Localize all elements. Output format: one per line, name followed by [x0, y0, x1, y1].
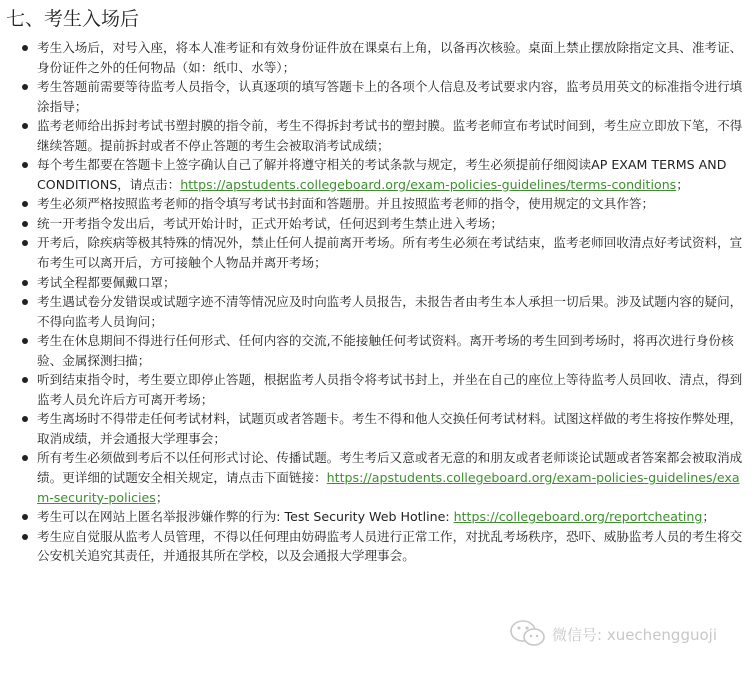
bullet-icon — [22, 84, 28, 90]
bullet-icon — [22, 377, 28, 383]
rule-link[interactable]: https://apstudents.collegeboard.org/exam-policies-guidelines/exam-security-policies — [37, 470, 740, 505]
rules-list — [4, 38, 752, 566]
rule-link[interactable]: https://apstudents.collegeboard.org/exam-policies-guidelines/terms-conditions — [180, 176, 677, 192]
rule-text: 考生离场时不得带走任何考试材料，试题页或者答题卡。考生不得和他人交换任何考试材料。试图这样做的考生将按作弊处理，取消成绩，并会通报大学理事会； — [37, 411, 743, 446]
bullet-icon — [22, 280, 28, 286]
bullet-icon — [22, 123, 28, 129]
rule-item — [4, 233, 752, 272]
bullet-icon — [22, 221, 28, 227]
bullet-icon — [22, 416, 28, 422]
rule-text-suffix: ； — [676, 176, 689, 192]
rule-text: 考生入场后，对号入座，将本人准考证和有效身份证件放在课桌右上角，以备再次核验。桌面上禁止摆放除指定文具、准考证、身份证件之外的任何物品（如：纸巾、水等）； — [37, 40, 743, 75]
rule-text-suffix: ； — [155, 489, 169, 505]
rule-item — [4, 292, 752, 331]
rule-text: 考试全程都要佩戴口罩； — [37, 274, 176, 290]
bullet-icon — [22, 45, 28, 51]
rule-text: 监考老师给出拆封考试书塑封膜的指令前，考生不得拆封考试书的塑封膜。监考老师宣布考试时间到，考生应立即放下笔，不得继续答题。提前拆封或者不停止答题的考生会被取消考试成绩； — [37, 118, 743, 153]
rule-item — [4, 527, 752, 566]
rule-text: 统一开考指令发出后，考试开始计时，正式开始考试，任何迟到考生禁止进入考场； — [37, 215, 503, 231]
rule-item — [4, 116, 752, 155]
rule-text: 所有考生必须做到考后不以任何形式讨论、传播试题。考生考后又意或者无意的和朋友或者老师谈论试题或者答案都会被取消成绩。更详细的试题安全相关规定，请点击下面链接： — [37, 450, 743, 486]
bullet-icon — [22, 455, 28, 461]
rule-text-suffix: ； — [702, 509, 715, 525]
bullet-icon — [22, 299, 28, 305]
watermark-text: 微信号: xuechengguoji — [552, 625, 717, 644]
rule-link[interactable]: https://collegeboard.org/reportcheating — [453, 509, 703, 525]
bullet-icon — [22, 338, 28, 344]
rule-text: 考生必须严格按照监考老师的指令填写考试书封面和答题册。并且按照监考老师的指令，使用规定的文具作答； — [37, 196, 655, 212]
bullet-icon — [22, 534, 28, 540]
rule-item — [4, 273, 752, 293]
bullet-icon — [22, 514, 28, 520]
bullet-icon — [22, 240, 28, 246]
rule-text: 考生在休息期间不得进行任何形式、任何内容的交流,不能接触任何考试资料。离开考场的考生回到考场时，将再次进行身份核验、金属探测扫描； — [37, 333, 734, 368]
rule-item — [4, 194, 752, 214]
rule-item — [4, 214, 752, 234]
rule-text: 考生答题前需要等待监考人员指令，认真逐项的填写答题卡上的各项个人信息及考试要求内容，监考员用英文的标准指令进行填涂指导； — [37, 79, 743, 114]
rule-text: 开考后，除疾病等极其特殊的情况外，禁止任何人提前离开考场。所有考生必须在考试结束，监考老师回收清点好考试资料，宣布考生可以离开后，方可接触个人物品并离开考场； — [37, 235, 743, 271]
rule-item — [4, 370, 752, 409]
rule-text: 考生应自觉服从监考人员管理，不得以任何理由妨碍监考人员进行正常工作，对扰乱考场秩序，恐吓、威胁监考人员的考生将交公安机关追究其责任，并通报其所在学校，以及会通报大学理事会。 — [37, 528, 743, 564]
rule-item — [4, 38, 752, 77]
bullet-icon — [22, 162, 28, 168]
rule-item — [4, 448, 752, 507]
rule-text: 考生可以在网站上匿名举报涉嫌作弊的行为: Test Security Web Hotline: — [37, 509, 454, 525]
rule-text: 听到结束指令时，考生要立即停止答题，根据监考人员指令将考试书封上，并坐在自己的座位上等待监考人员回收、清点，得到监考人员允许后方可离开考场； — [37, 372, 743, 407]
bullet-icon — [22, 201, 28, 207]
rule-text: 考生遇试卷分发错误或试题字迹不清等情况应及时向监考人员报告，未报告者由考生本人承担一切后果。涉及试题内容的疑问，不得向监考人员询问； — [37, 294, 743, 329]
rule-item — [4, 77, 752, 116]
rule-item — [4, 409, 752, 448]
rule-item — [4, 331, 752, 370]
rule-item — [4, 507, 752, 527]
rule-item — [4, 155, 752, 194]
section-title: 七、考生入场后 — [6, 8, 140, 30]
rule-text: 每个考生都要在答题卡上签字确认自己了解并将遵守相关的考试条款与规定，考生必须提前仔细阅读AP EXAM TERMS AND CONDITIONS，请点击： — [37, 157, 727, 192]
